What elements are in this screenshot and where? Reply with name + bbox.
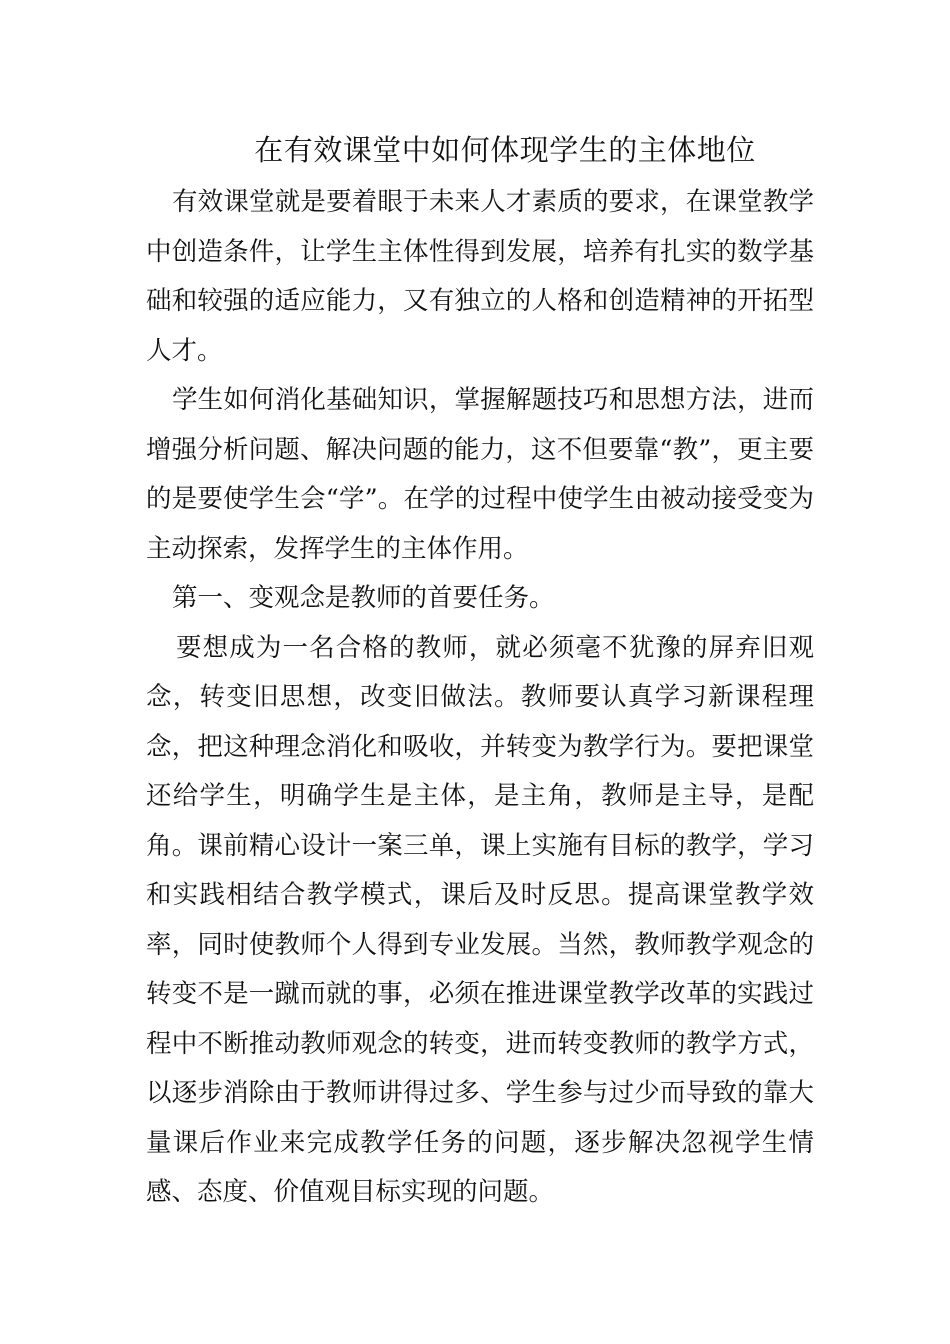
section-heading-first: 第一、变观念是教师的首要任务。 — [172, 583, 555, 613]
document-body — [146, 178, 814, 1218]
paragraph-intro: 有效课堂就是要着眼于未来人才素质的要求，在课堂教学中创造条件，让学生主体性得到发展，培养有扎实的数学基础和较强的适应能力，又有独立的人格和创造精神的开拓型人才。 — [146, 187, 814, 366]
paragraph-student-learning: 学生如何消化基础知识，掌握解题技巧和思想方法，进而增强分析问题、解决问题的能力，这不但要靠“教”，更主要的是要使学生会“学”。在学的过程中使学生由被动接受变为主动探索，发挥学生的主体作用。 — [146, 385, 814, 564]
document-title: 在有效课堂中如何体现学生的主体地位 — [254, 133, 756, 167]
paragraph-teacher-concept: 要想成为一名合格的教师，就必须毫不犹豫的屏弃旧观念，转变旧思想，改变旧做法。教师要认真学习新课程理念，把这种理念消化和吸收，并转变为教学行为。要把课堂还给学生，明确学生是主体，是主角，教师是主导，是配角。课前精心设计一案三单，课上实施有目标的教学，学习和实践相结合教学模式，课后及时反思。提高课堂教学效率，同时使教师个人得到专业发展。当然，教师教学观念的转变不是一蹴而就的事，必须在推进课堂教学改革的实践过程中不断推动教师观念的转变，进而转变教师的教学方式，以逐步消除由于教师讲得过多、学生参与过少而导致的靠大量课后作业来完成教学任务的问题，逐步解决忽视学生情感、态度、价值观目标实现的问题。 — [146, 632, 814, 1207]
